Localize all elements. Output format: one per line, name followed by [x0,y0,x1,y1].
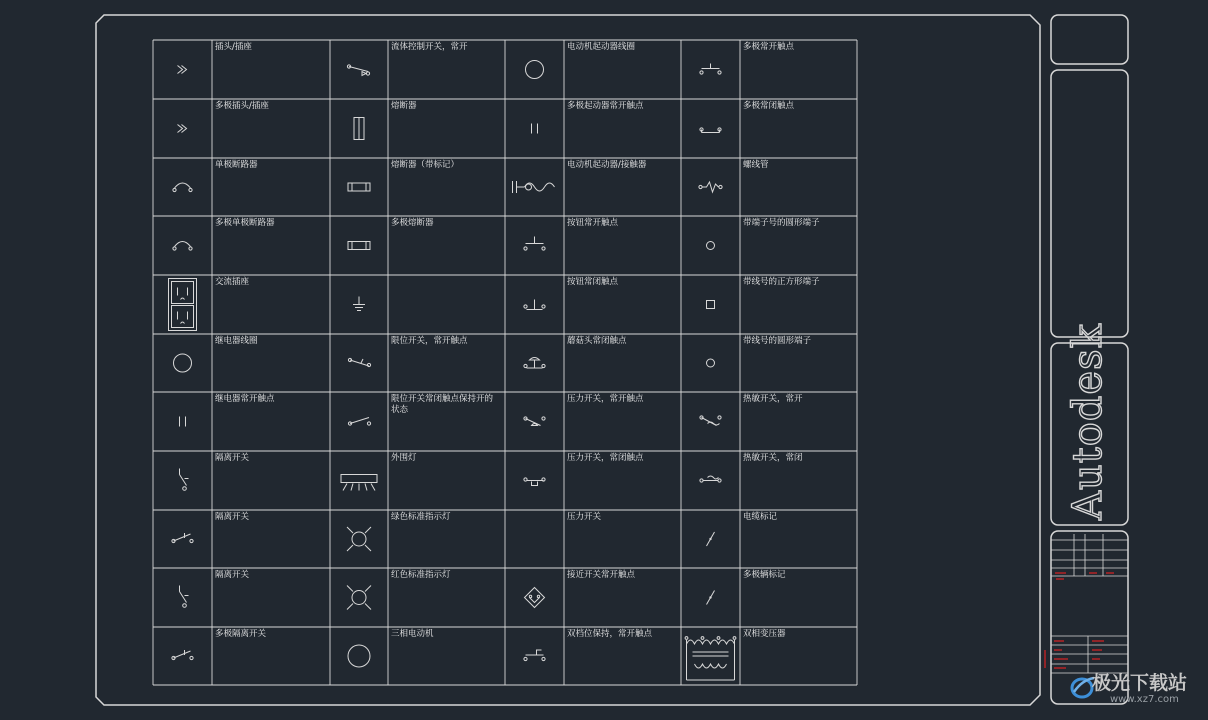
legend-label: 限位开关常闭触点保持开的状态 [391,394,494,415]
legend-label: 压力开关，常闭触点 [567,453,644,463]
disconnect-vertical-icon [180,586,189,608]
revision-table [1051,534,1128,673]
limit-switch-held-icon [348,418,370,426]
pushbutton-nc-icon [524,300,545,310]
autodesk-logo: Autodesk [1065,323,1111,520]
legend-label: 热敏开关，常开 [743,394,803,404]
coil-icon [174,354,192,372]
legend-label: 带端子号的圆形端子 [743,218,820,228]
title-block-notes-box [1051,70,1128,337]
legend-label: 流体控制开关，常开 [391,42,468,52]
legend-label: 限位开关，常开触点 [391,336,468,346]
round-terminal-icon [707,359,715,367]
legend-label: 红色标准指示灯 [391,570,451,580]
fuse-horizontal-icon [348,183,370,191]
legend-label: 交流插座 [215,277,250,287]
starter-contactor-icon [513,181,555,193]
sheet-border [96,15,1040,705]
legend-label: 热敏开关，常闭 [743,453,803,463]
legend-label: 多极常闭触点 [743,101,795,111]
no-contact-icon [180,417,186,427]
watermark-url: www.xz7.com [1110,694,1179,705]
transformer-icon [685,637,736,680]
pressure-switch-no-icon [524,417,545,426]
pressure-switch-nc-icon [524,478,545,486]
square-terminal-icon [707,301,715,309]
ac-outlet-icon [169,279,197,331]
fuse-horizontal-icon [348,242,370,250]
legend-label: 多极辆标记 [743,570,786,580]
ground-icon [353,297,365,311]
legend-label: 带线号的圆形端子 [743,336,812,346]
legend-label: 双相变压器 [743,629,786,639]
limit-switch-icon [348,358,370,366]
legend-label: 多极插头/插座 [215,101,269,111]
multipole-nc-icon [700,128,721,133]
cable-marker-icon [707,532,715,546]
legend-label: 隔离开关 [215,570,250,580]
drawing-frame [96,15,1128,705]
plug-icon [178,66,187,74]
legend-label: 多极单极断路器 [215,218,275,228]
legend-label: 隔离开关 [215,512,250,522]
legend-table [153,40,857,685]
legend-label: 隔离开关 [215,453,250,463]
legend-label: 单极断路器 [215,160,258,170]
disconnect-horizontal-icon [172,533,193,543]
two-position-icon [524,650,545,661]
breaker-icon [173,183,192,192]
legend-label: 按钮常闭触点 [567,277,619,287]
plug-icon [178,125,187,133]
multipole-no-icon [700,64,721,75]
legend-label: 双档位保持，常开触点 [567,629,653,639]
legend-label: 电动机起动器/接触器 [567,160,647,170]
legend-label: 多极常开触点 [743,42,795,52]
proximity-switch-icon [525,588,545,608]
legend-label: 螺线管 [743,160,769,170]
no-contact-icon [532,124,538,134]
coil-icon [526,61,544,79]
legend-label: 按钮常开触点 [567,218,619,228]
legend-label: 继电器线圈 [215,336,258,346]
thermal-switch-no-icon [700,416,721,426]
legend-label: 熔断器（带标记） [391,160,460,170]
disconnect-horizontal-icon [172,650,193,660]
watermark [1070,666,1206,706]
legend-label: 压力开关，常开触点 [567,394,644,404]
perimeter-light-icon [341,475,377,491]
legend-label: 电缆标记 [743,512,778,522]
legend-label: 带线号的正方形端子 [743,277,820,287]
motor-icon [348,645,370,667]
legend-label: 插头/插座 [215,42,252,52]
legend-label: 蘑菇头常闭触点 [567,336,627,346]
cable-marker-icon [707,591,715,605]
legend-label: 多极熔断器 [391,218,434,228]
pushbutton-no-icon [524,237,545,251]
breaker-icon [173,242,192,251]
legend-label: 三相电动机 [391,629,434,639]
legend-label: 电动机起动器线圈 [567,42,636,52]
fuse-vertical-icon [354,118,364,140]
title-block-top-box [1051,15,1128,64]
round-terminal-icon [707,242,715,250]
watermark-text: 极光下载站 [1092,672,1188,694]
legend-label: 熔断器 [391,101,417,111]
indicator-lamp-icon [347,527,371,551]
legend-label: 绿色标准指示灯 [391,512,451,522]
solenoid-icon [699,182,722,192]
legend-label: 继电器常开触点 [215,394,275,404]
disconnect-vertical-icon [180,469,189,491]
flow-switch-icon [347,65,369,76]
mushroom-nc-icon [524,358,545,369]
legend-label: 接近开关常开触点 [567,570,636,580]
legend-label: 压力开关 [567,512,602,522]
legend-label: 多极隔离开关 [215,629,267,639]
legend-label: 多极起动器常开触点 [567,101,644,111]
indicator-lamp-icon [347,586,371,610]
legend-label: 外围灯 [391,453,417,463]
legend-symbols [169,61,736,681]
thermal-switch-nc-icon [700,476,721,482]
